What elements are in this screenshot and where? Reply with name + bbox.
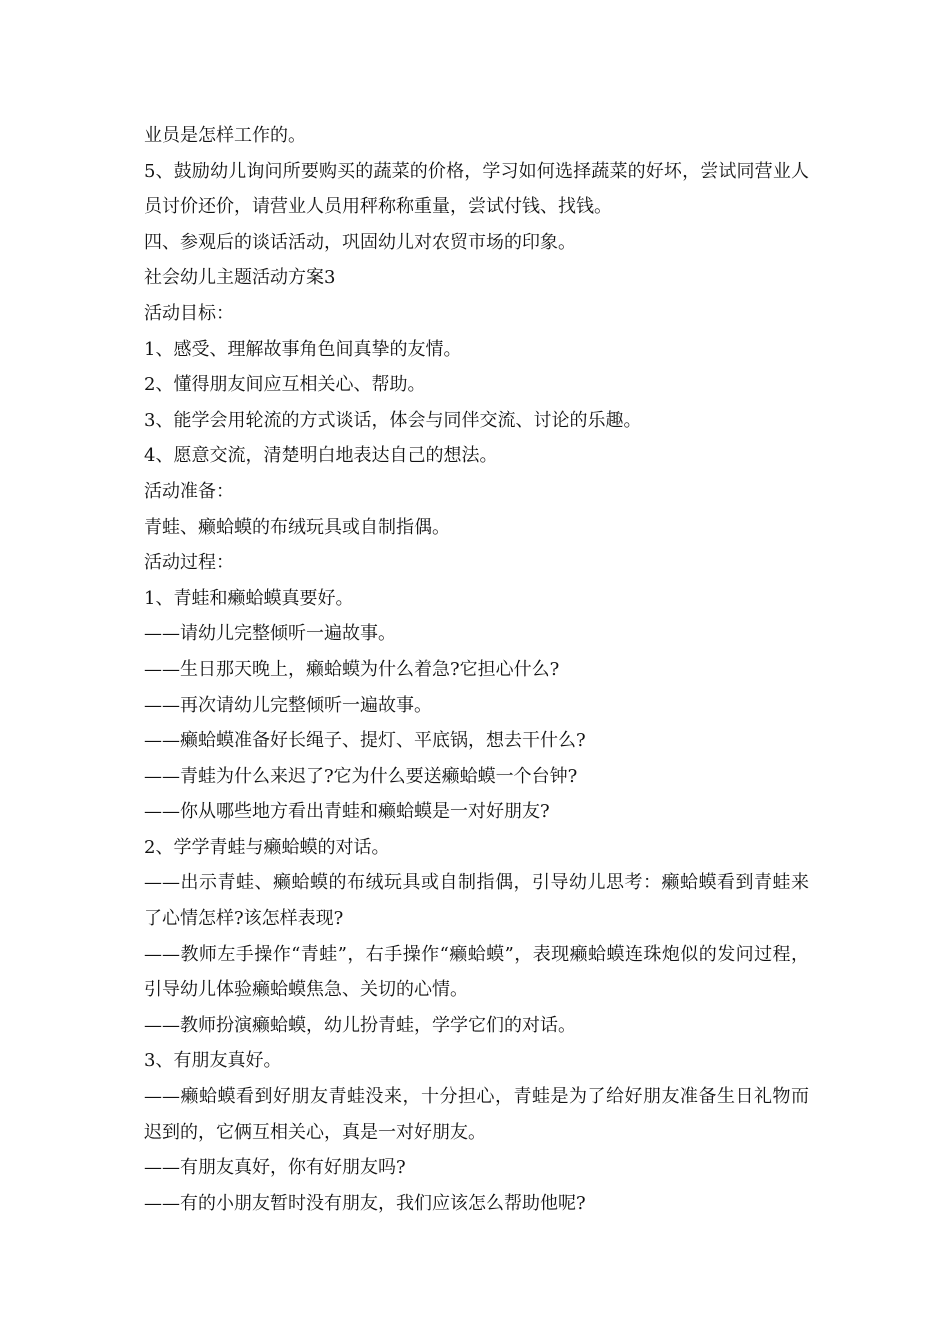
process-line: ——有朋友真好，你有好朋友吗? (144, 1157, 406, 1179)
paragraph-section-four: 四、参观后的谈话活动，巩固幼儿对农贸市场的印象。 (144, 231, 576, 253)
process-step-2: 2、学学青蛙与癞蛤蟆的对话。 (144, 836, 390, 858)
paragraph-item-5: 5、鼓励幼儿询问所要购买的蔬菜的价格，学习如何选择蔬菜的好坏，尝试同营业人员讨价还价，请营业人员用秤称称重量，尝试付钱、找钱。 (144, 160, 809, 218)
process-line: ——教师左手操作“青蛙”，右手操作“癞蛤蟆”，表现癞蛤蟆连珠炮似的发问过程，引导幼儿体验癞蛤蟆焦急、关切的心情。 (144, 943, 809, 1001)
process-step-1: 1、青蛙和癞蛤蟆真要好。 (144, 587, 354, 609)
process-line: ——再次请幼儿完整倾听一遍故事。 (144, 694, 432, 716)
process-line: ——有的小朋友暂时没有朋友，我们应该怎么帮助他呢? (144, 1192, 586, 1214)
preparation-text: 青蛙、癞蛤蟆的布绒玩具或自制指偶。 (144, 516, 450, 538)
goal-item-1: 1、感受、理解故事角色间真挚的友情。 (144, 338, 462, 360)
heading-activity-preparation: 活动准备： (144, 480, 234, 502)
process-line: ——你从哪些地方看出青蛙和癞蛤蟆是一对好朋友? (144, 801, 550, 823)
process-line: ——青蛙为什么来迟了?它为什么要送癞蛤蟆一个台钟? (144, 765, 578, 787)
process-line: ——生日那天晚上，癞蛤蟆为什么着急?它担心什么? (144, 658, 560, 680)
process-line: ——出示青蛙、癞蛤蟆的布绒玩具或自制指偶，引导幼儿思考：癞蛤蟆看到青蛙来了心情怎样?该怎样表现? (144, 872, 809, 930)
process-line: ——教师扮演癞蛤蟆，幼儿扮青蛙，学学它们的对话。 (144, 1014, 576, 1036)
process-line: ——请幼儿完整倾听一遍故事。 (144, 623, 396, 645)
heading-activity-process: 活动过程： (144, 552, 234, 574)
goal-item-4: 4、愿意交流，清楚明白地表达自己的想法。 (144, 445, 498, 467)
heading-activity-goals: 活动目标： (144, 302, 234, 324)
goal-item-3: 3、能学会用轮流的方式谈话，体会与同伴交流、讨论的乐趣。 (144, 409, 642, 431)
process-line: ——癞蛤蟆看到好朋友青蛙没来，十分担心，青蛙是为了给好朋友准备生日礼物而迟到的，它俩互相关心，真是一对好朋友。 (144, 1086, 809, 1143)
plan-title: 社会幼儿主题活动方案3 (144, 267, 336, 289)
paragraph-continuation: 业员是怎样工作的。 (144, 125, 306, 146)
document-body (144, 118, 809, 1221)
goal-item-2: 2、懂得朋友间应互相关心、帮助。 (144, 374, 426, 396)
process-step-3: 3、有朋友真好。 (144, 1050, 282, 1072)
process-line: ——癞蛤蟆准备好长绳子、提灯、平底锅，想去干什么? (144, 730, 586, 752)
